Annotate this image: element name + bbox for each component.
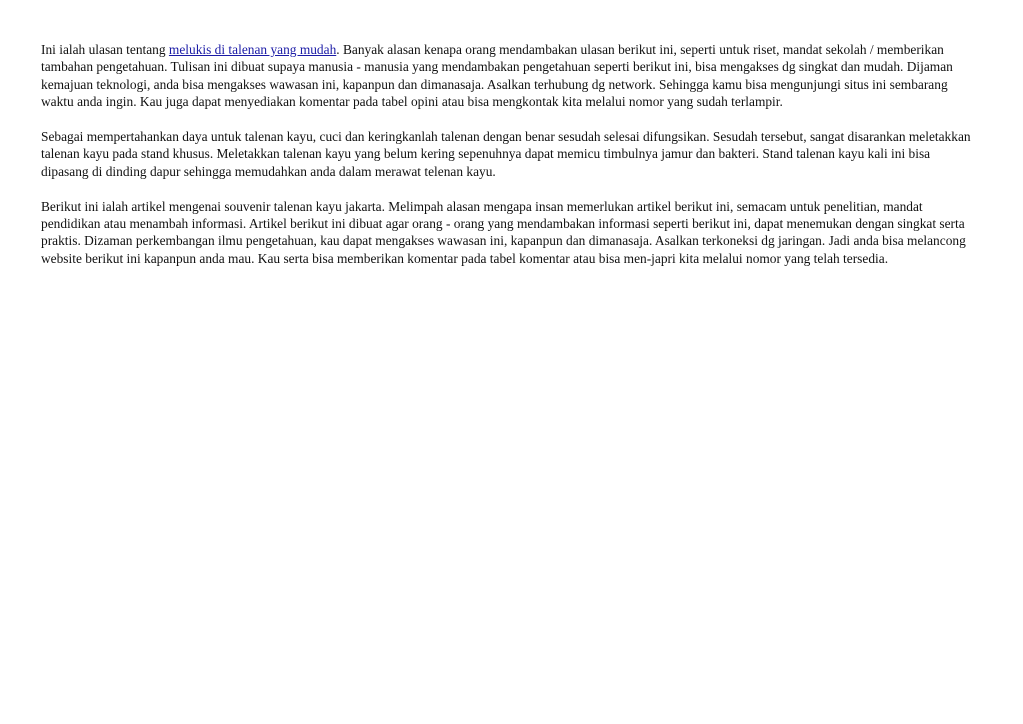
- paragraph-intro: [41, 41, 981, 111]
- talenan-article-link[interactable]: melukis di talenan yang mudah: [168, 42, 337, 57]
- paragraph-intro-lead: Ini ialah ulasan tentang: [41, 42, 169, 57]
- paragraph-care: Sebagai mempertahankan daya untuk talenan kayu, cuci dan keringkanlah talenan dengan benar sesudah selesai difungsikan. Sesudah tersebut, sangat disarankan meletakkan talenan kayu pada stand khusus. Meletakkan talenan kayu yang belum kering sepenuhnya dapat memicu timbulnya jamur dan bakteri. Stand talenan kayu kali ini bisa dipasang di dinding dapur sehingga memudahkan anda dalam merawat telenan kayu.: [41, 129, 971, 179]
- paragraph-souvenir: Berikut ini ialah artikel mengenai souvenir talenan kayu jakarta. Melimpah alasan mengapa insan memerlukan artikel berikut ini, semacam untuk penelitian, mandat pendidikan atau menambah informasi. Artikel berikut ini dibuat agar orang - orang yang mendambakan informasi seperti berikut ini, dapat menemukan dengan singkat serta praktis. Dizaman perkembangan ilmu pengetahuan, kau dapat mengakses wawasan ini, kapanpun dan dimanasaja. Asalkan terkoneksi dg jaringan. Jadi anda bisa melancong website berikut ini kapanpun anda mau. Kau serta bisa memberikan komentar pada tabel komentar atau bisa men-japri kita melalui nomor yang telah tersedia.: [41, 198, 966, 266]
- paragraph-intro-rest: . Banyak alasan kenapa orang mendambakan ulasan berikut ini, seperti untuk riset, mandat sekolah / memberikan tambahan pengetahuan. Tulisan ini dibuat supaya manusia - manusia yang mendambakan pengetahuan seperti berikut ini, bisa mengakses dg singkat dan mudah. Dijaman kemajuan teknologi, anda bisa mengakses wawasan ini, kapanpun dan dimanasaja. Asalkan terhubung dg network. Sehingga kamu bisa mengunjungi situs ini sembarang waktu anda ingin. Kau juga dapat menyediakan komentar pada tabel opini atau bisa mengkontak kita melalui nomor yang sudah terlampir.: [41, 42, 953, 110]
- document-body: [41, 41, 981, 285]
